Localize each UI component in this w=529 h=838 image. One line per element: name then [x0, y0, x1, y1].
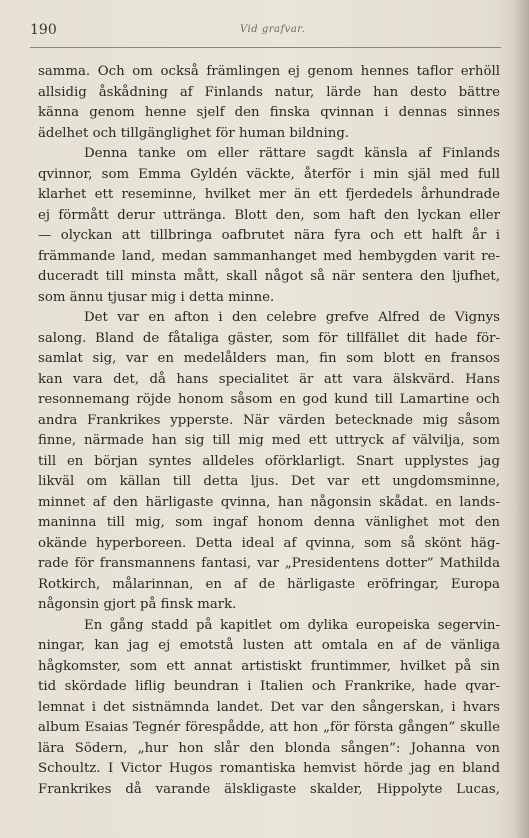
text-line: klarhet ett reseminne, hvilket mer än ett fjerdedels århundrade — [38, 187, 500, 202]
text-line: lemnat i det sistnämnda landet. Det var den sångerskan, i hvars — [38, 699, 500, 715]
text-line: qvinnor, som Emma Gyldén väckte, återför i min själ med full — [38, 166, 500, 182]
text-line: ningar, kan jag ej emotstå lusten att omtala en af de vänliga — [38, 638, 500, 653]
text-line: Rotkirch, målarinnan, en af de härligaste eröfringar, Europa — [38, 576, 500, 592]
page-edge-shadow — [515, 0, 529, 838]
text-line: okände hyperboreen. Detta ideal af qvinna, som så skönt häg- — [38, 535, 500, 551]
text-line: finne, närmade han sig till mig med ett uttryck af välvilja, som — [38, 433, 500, 448]
text-line: duceradt till minsta mått, skall något så när sentera den ljufhet, — [38, 269, 500, 284]
text-line: maninna till mig, som ingaf honom denna vänlighet mot den — [38, 515, 500, 530]
text-line: likväl om källan till detta ljus. Det var ett ungdomsminne, — [38, 474, 500, 489]
text-line: kan vara det, då hans specialitet är att vara älskvärd. Hans — [38, 371, 500, 387]
text-line: ädelhet och tillgänglighet för human bildning. — [38, 125, 350, 141]
text-line: någonsin gjort på finsk mark. — [38, 597, 237, 612]
paragraph-start-line: Det var en afton i den celebre grefve Alfred de Vignys — [84, 310, 500, 325]
text-line: andra Frankrikes ypperste. När värden betecknade mig såsom — [38, 412, 500, 428]
text-line: till en början syntes alldeles oförklarligt. Snart upplystes jag — [38, 453, 500, 469]
text-line: allsidig åskådning af Finlands natur, lärde han desto bättre — [38, 84, 500, 100]
body-text — [38, 62, 500, 800]
paragraph-start-line: Denna tanke om eller rättare sagdt känsla af Finlands — [84, 146, 500, 161]
page-header — [30, 22, 499, 44]
text-line: tid skördade liflig beundran i Italien och Frankrike, hade qvar- — [38, 679, 500, 694]
header-rule — [30, 47, 501, 48]
text-line: album Esaias Tegnér förespådde, att hon „för första gången” skulle — [38, 720, 500, 735]
text-line: ej förmått derur uttränga. Blott den, som haft den lyckan eller — [38, 207, 500, 223]
text-line: hågkomster, som ett annat artistiskt fruntimmer, hvilket på sin — [38, 658, 500, 674]
text-line: Frankrikes då varande älskligaste skalder, Hippolyte Lucas, — [38, 781, 500, 797]
text-line: minnet af den härligaste qvinna, han någonsin skådat. en lands- — [38, 494, 500, 510]
running-title: Vid grafvar. — [240, 24, 306, 35]
text-line: Schoultz. I Victor Hugos romantiska hemvist hörde jag en bland — [38, 761, 500, 776]
text-line: resonnemang röjde honom såsom en god kund till Lamartine och — [38, 392, 500, 407]
text-line: salong. Bland de fåtaliga gäster, som för tillfället dit hade för- — [38, 330, 500, 346]
text-line: främmande land, medan sammanhanget med hembygden varit re- — [38, 248, 500, 264]
text-line: — olyckan att tillbringa oafbrutet nära fyra och ett halft år i — [38, 228, 500, 243]
text-line: som ännu tjusar mig i detta minne. — [38, 289, 275, 305]
paragraph-start-line: En gång stadd på kapitlet om dylika europeiska segervin- — [84, 617, 500, 633]
text-line: samma. Och om också främlingen ej genom hennes taflor erhöll — [38, 64, 500, 79]
text-line: samlat sig, var en medelålders man, fin som blott en fransos — [38, 351, 500, 366]
text-line: rade för fransmannens fantasi, var „Presidentens dotter” Mathilda — [38, 556, 500, 571]
text-line: känna genom henne sjelf den finska qvinnan i dennas sinnes — [38, 105, 500, 120]
page-number: 190 — [30, 22, 57, 38]
text-line: lära Södern, „hur hon slår den blonda sången”: Johanna von — [38, 740, 500, 756]
